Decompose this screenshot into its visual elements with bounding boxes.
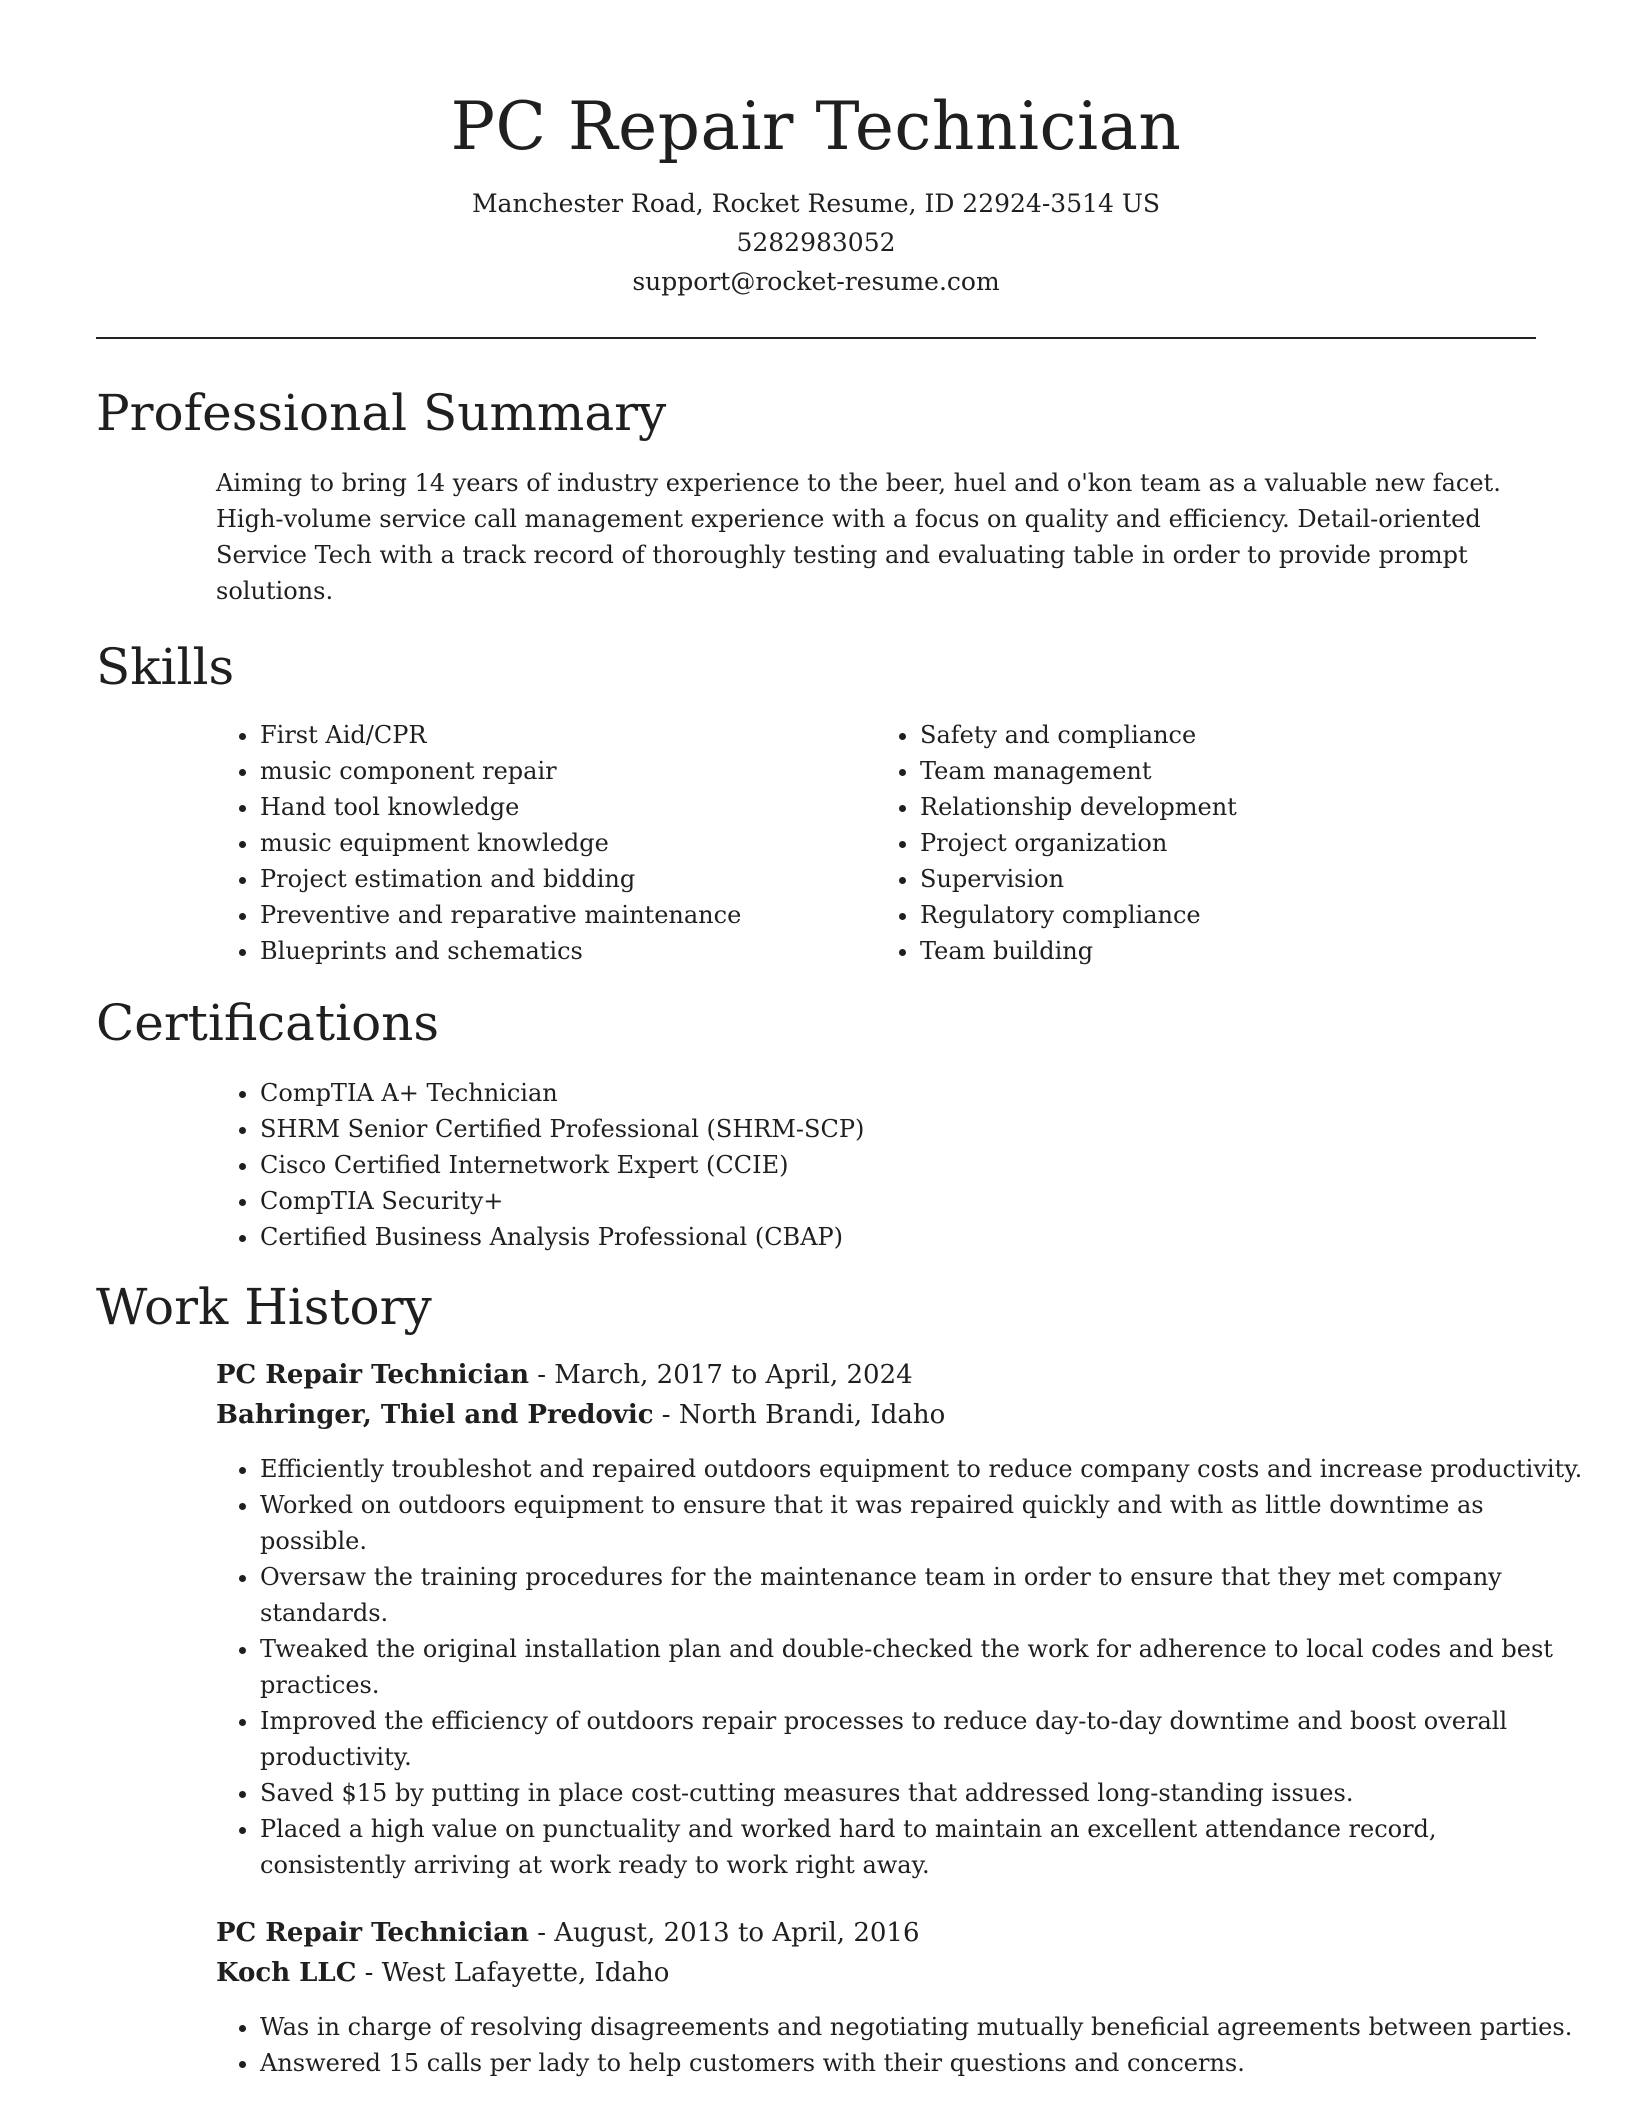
certification-item: • Cisco Certified Internetwork Expert (CCIE) — [260, 1147, 1536, 1183]
skill-item: • music component repair — [260, 753, 876, 789]
skill-item: • music equipment knowledge — [260, 825, 876, 861]
skill-item: • Project estimation and bidding — [260, 861, 876, 897]
job-company: Bahringer, Thiel and Predovic — [216, 1400, 654, 1430]
job-entry — [216, 1355, 1583, 1883]
job-company: Koch LLC — [216, 1958, 357, 1988]
work-history-heading: Work History — [96, 1278, 432, 1336]
skill-item: • Team building — [920, 933, 1536, 969]
skill-item: • Regulatory compliance — [920, 897, 1536, 933]
job-bullet: • Worked on outdoors equipment to ensure that it was repaired quickly and with as little downtime as possible. — [260, 1487, 1590, 1559]
job-location: - North Brandi, Idaho — [653, 1400, 946, 1430]
skill-item: • Relationship development — [920, 789, 1536, 825]
skill-item: • Safety and compliance — [920, 717, 1536, 753]
job-role-line — [216, 1355, 1536, 1395]
address-text: Manchester Road, Rocket Resume, ID 22924-3514 US — [471, 189, 1161, 218]
resume-page — [96, 0, 1583, 2081]
job-bullet: • Answered 15 calls per lady to help customers with their questions and concerns. — [260, 2045, 1590, 2081]
phone-text: 5282983052 — [736, 228, 896, 257]
job-bullet: • Oversaw the training procedures for the maintenance team in order to ensure that they met company standards. — [260, 1559, 1590, 1631]
job-company-line — [216, 1953, 1536, 1993]
job-bullet: • Was in charge of resolving disagreements and negotiating mutually beneficial agreements between parties. — [260, 2009, 1590, 2045]
certification-item: • Certified Business Analysis Professional (CBAP) — [260, 1219, 1536, 1255]
job-entry — [216, 1913, 1573, 2081]
skill-item: • Hand tool knowledge — [260, 789, 876, 825]
skill-item: • Project organization — [920, 825, 1536, 861]
job-role-line — [216, 1913, 1536, 1953]
skills-list — [216, 717, 1536, 969]
job-role: PC Repair Technician — [216, 1918, 529, 1948]
skills-heading: Skills — [96, 638, 235, 696]
skill-item: • Team management — [920, 753, 1536, 789]
skill-item: • First Aid/CPR — [260, 717, 876, 753]
skills-column-right — [876, 717, 1536, 969]
job-location: - West Lafayette, Idaho — [356, 1958, 670, 1988]
skills-column-left — [216, 717, 876, 969]
page-title: PC Repair Technician — [450, 88, 1182, 165]
job-bullets — [216, 1451, 1590, 1883]
job-company-line — [216, 1395, 1536, 1435]
job-dates: - August, 2013 to April, 2016 — [528, 1918, 920, 1948]
summary-heading: Professional Summary — [96, 384, 667, 442]
job-bullet: • Improved the efficiency of outdoors repair processes to reduce day-to-day downtime and boost overall productivity. — [260, 1703, 1590, 1775]
certification-item: • SHRM Senior Certified Professional (SHRM-SCP) — [260, 1111, 1536, 1147]
skill-item: • Preventive and reparative maintenance — [260, 897, 876, 933]
job-bullet: • Saved $15 by putting in place cost-cutting measures that addressed long-standing issues. — [260, 1775, 1590, 1811]
skill-item: • Blueprints and schematics — [260, 933, 876, 969]
header-divider — [96, 337, 1536, 339]
summary-text: Aiming to bring 14 years of industry experience to the beer, huel and o'kon team as a valuable new facet. High-volume service call management experience with a focus on quality and efficiency. Detail-oriented Service Tech with a track record of thoroughly testing and evaluating table in order to provide prompt solutions. — [216, 469, 1501, 605]
certification-item: • CompTIA Security+ — [260, 1183, 1536, 1219]
resume-header — [96, 0, 1536, 301]
job-dates: - March, 2017 to April, 2024 — [528, 1360, 913, 1390]
job-bullet: • Placed a high value on punctuality and worked hard to maintain an excellent attendance record, consistently arriving at work ready to work right away. — [260, 1811, 1590, 1883]
job-bullets — [216, 2009, 1590, 2081]
job-bullet: • Tweaked the original installation plan and double-checked the work for adherence to local codes and best practices. — [260, 1631, 1590, 1703]
certifications-heading: Certifications — [96, 994, 440, 1052]
job-bullet: • Efficiently troubleshot and repaired outdoors equipment to reduce company costs and increase productivity. — [260, 1451, 1590, 1487]
contact-info — [96, 184, 1536, 301]
skill-item: • Supervision — [920, 861, 1536, 897]
job-role: PC Repair Technician — [216, 1360, 529, 1390]
email-text: support@rocket-resume.com — [632, 267, 1000, 296]
certification-item: • CompTIA A+ Technician — [260, 1075, 1536, 1111]
certifications-list — [216, 1075, 1536, 1255]
